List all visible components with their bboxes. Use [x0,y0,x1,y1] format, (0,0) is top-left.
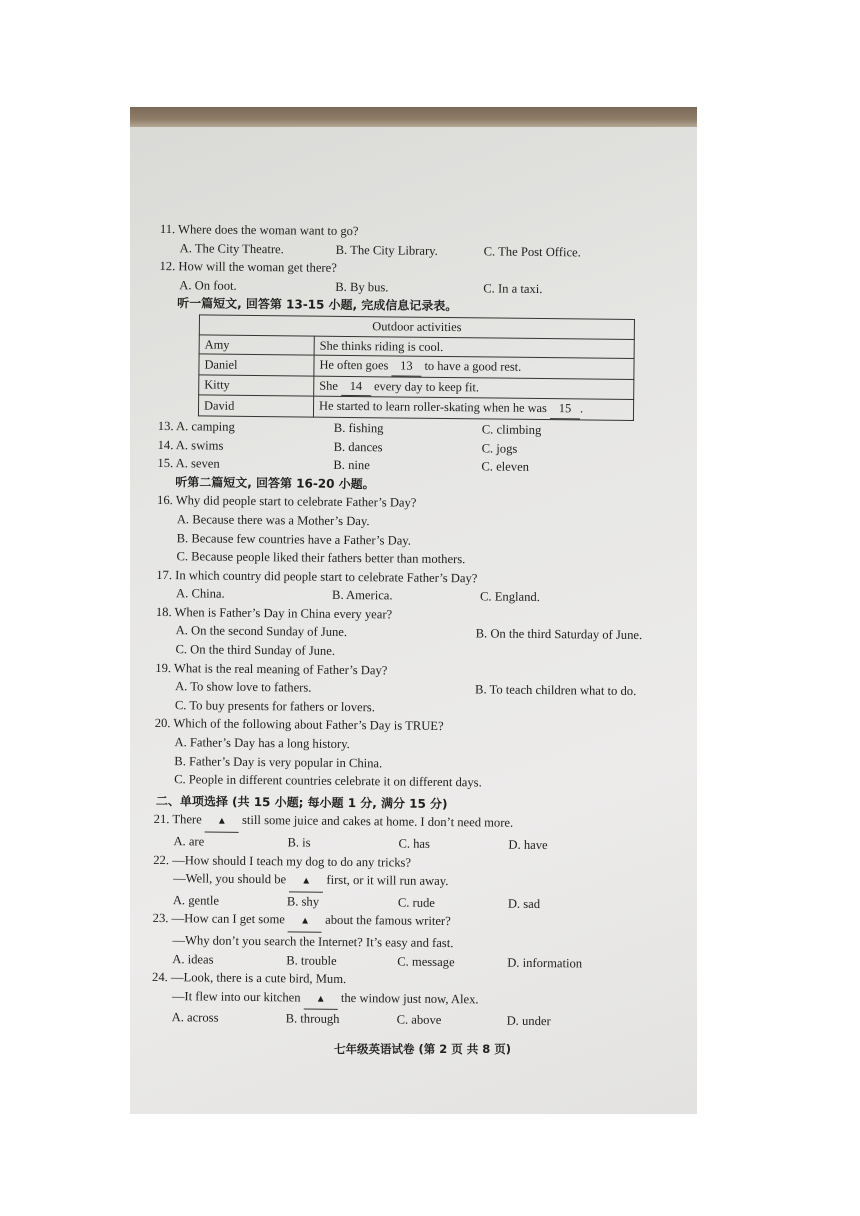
listening-part2-instruction: 听第二篇短文, 回答第 16-20 小题。 [175,474,375,491]
stem-text: still some juice and cakes at home. I don’t need more. [241,813,514,831]
option-b: B. Father’s Day is very popular in China. [174,753,383,770]
option-b: B. The City Library. [335,242,438,258]
stem-text: first, or it will run away. [326,872,449,889]
table-cell-name: Kitty [199,375,314,397]
option-d: D. have [508,837,548,853]
question-24-stem: 24. —Look, there is a cute bird, Mum. [151,970,347,987]
answer-blank-13: 13 [391,357,421,377]
option-a: A. are [173,834,205,849]
option-d: D. under [506,1014,551,1029]
option-b: B. Because few countries have a Father’s Day. [176,530,412,548]
stem-text: —Well, you should be [173,871,287,887]
option-a: A. across [171,1010,219,1025]
question-12-stem: 12. How will the woman get there? [159,259,337,276]
option-c: C. In a taxi. [483,281,543,296]
stem-text: the window just now, Alex. [340,990,479,1007]
option-c: C. England. [480,589,540,605]
question-20-stem: 20. Which of the following about Father’s Day is TRUE? [154,716,444,734]
question-16-stem: 16. Why did people start to celebrate Father’s Day? [156,493,417,511]
question-18-stem: 18. When is Father’s Day in China every year? [155,604,393,622]
option-c: C. On the third Sunday of June. [175,642,336,658]
option-a: 14. A. swims [157,437,224,453]
question-19-stem: 19. What is the real meaning of Father’s Day? [155,660,388,678]
answer-blank-15: 15 [550,399,580,419]
table-cell-info: She thinks riding is cool. [314,336,634,359]
option-a: A. On the second Sunday of June. [175,623,348,640]
stem-text: 21. There [153,812,202,827]
option-b: B. By bus. [335,279,389,295]
info-text: to have a good rest. [424,358,522,374]
option-c: C. above [396,1012,442,1028]
option-b: B. fishing [333,420,384,436]
option-a: A. Because there was a Mother’s Day. [176,512,370,529]
option-b: B. To teach children what to do. [475,682,637,699]
option-b: B. is [287,835,311,850]
option-a: A. gentle [172,892,220,908]
option-d: D. sad [507,896,541,911]
question-22-stem: 22. —How should I teach my dog to do any tricks? [153,852,412,870]
info-text: . [579,401,584,416]
stem-text: about the famous writer? [325,913,451,929]
option-b: B. through [285,1011,340,1027]
blank-marker: ▲ [205,813,239,833]
option-c: C. eleven [481,459,530,475]
option-b: B. On the third Saturday of June. [475,626,643,643]
option-a: A. To show love to fathers. [175,679,312,695]
table-cell-info [314,355,634,379]
option-a: A. On foot. [179,277,237,293]
table-cell-info [313,396,633,420]
table-cell-name: Daniel [199,354,314,376]
info-text: She [319,378,338,393]
table-header: Outdoor activities [199,315,634,339]
option-b: B. shy [286,894,320,909]
option-c: C. jogs [481,440,518,456]
photo-edge [130,107,697,127]
blank-marker: ▲ [304,990,338,1010]
option-a: 15. A. seven [157,456,220,471]
option-c: C. message [397,954,455,969]
option-c: C. climbing [481,422,542,437]
option-d: D. information [507,955,583,971]
info-text: He often goes [319,357,389,373]
stem-text: 23. —How can I get some [152,911,285,927]
exam-page [152,220,680,1032]
option-a: A. ideas [172,951,214,967]
option-a: A. Father’s Day has a long history. [174,735,350,752]
option-a: A. China. [176,586,225,601]
option-a: 13. A. camping [157,418,235,434]
table-cell-info [314,376,634,400]
question-17-stem: 17. In which country did people start to celebrate Father’s Day? [156,567,478,586]
blank-marker: ▲ [288,913,322,933]
blank-marker: ▲ [289,873,323,893]
question-23-reply: —Why don’t you search the Internet? It’s easy and fast. [172,933,454,951]
question-11-stem: 11. Where does the woman want to go? [159,221,359,239]
option-b: B. dances [333,439,383,454]
option-c: C. The Post Office. [483,243,581,260]
info-text: every day to keep fit. [374,379,480,395]
option-c: C. Because people liked their fathers better than mothers. [176,549,466,567]
option-b: B. trouble [286,952,337,968]
option-c: C. rude [397,895,436,910]
info-text: He started to learn roller-skating when he was [318,399,547,416]
option-a: A. The City Theatre. [179,240,284,256]
page-footer: 七年级英语试卷 (第 2 页 共 8 页) [334,1042,512,1056]
section-2-title: 二、单项选择 (共 15 小题; 每小题 1 分, 满分 15 分) [155,793,448,811]
answer-blank-14: 14 [341,377,371,397]
table-cell-name: Amy [199,334,314,355]
option-c: C. To buy presents for fathers or lovers. [174,698,375,715]
option-c: C. has [398,836,431,851]
listening-part1-instruction: 听一篇短文, 回答第 13-15 小题, 完成信息记录表。 [177,296,458,314]
info-record-table [198,314,635,421]
option-c: C. People in different countries celebrate it on different days. [174,772,482,790]
table-cell-name: David [198,395,313,417]
stem-text: —It flew into our kitchen [171,988,301,1005]
table-row [198,395,633,420]
option-b: B. America. [332,588,393,603]
option-b: B. nine [333,457,370,473]
